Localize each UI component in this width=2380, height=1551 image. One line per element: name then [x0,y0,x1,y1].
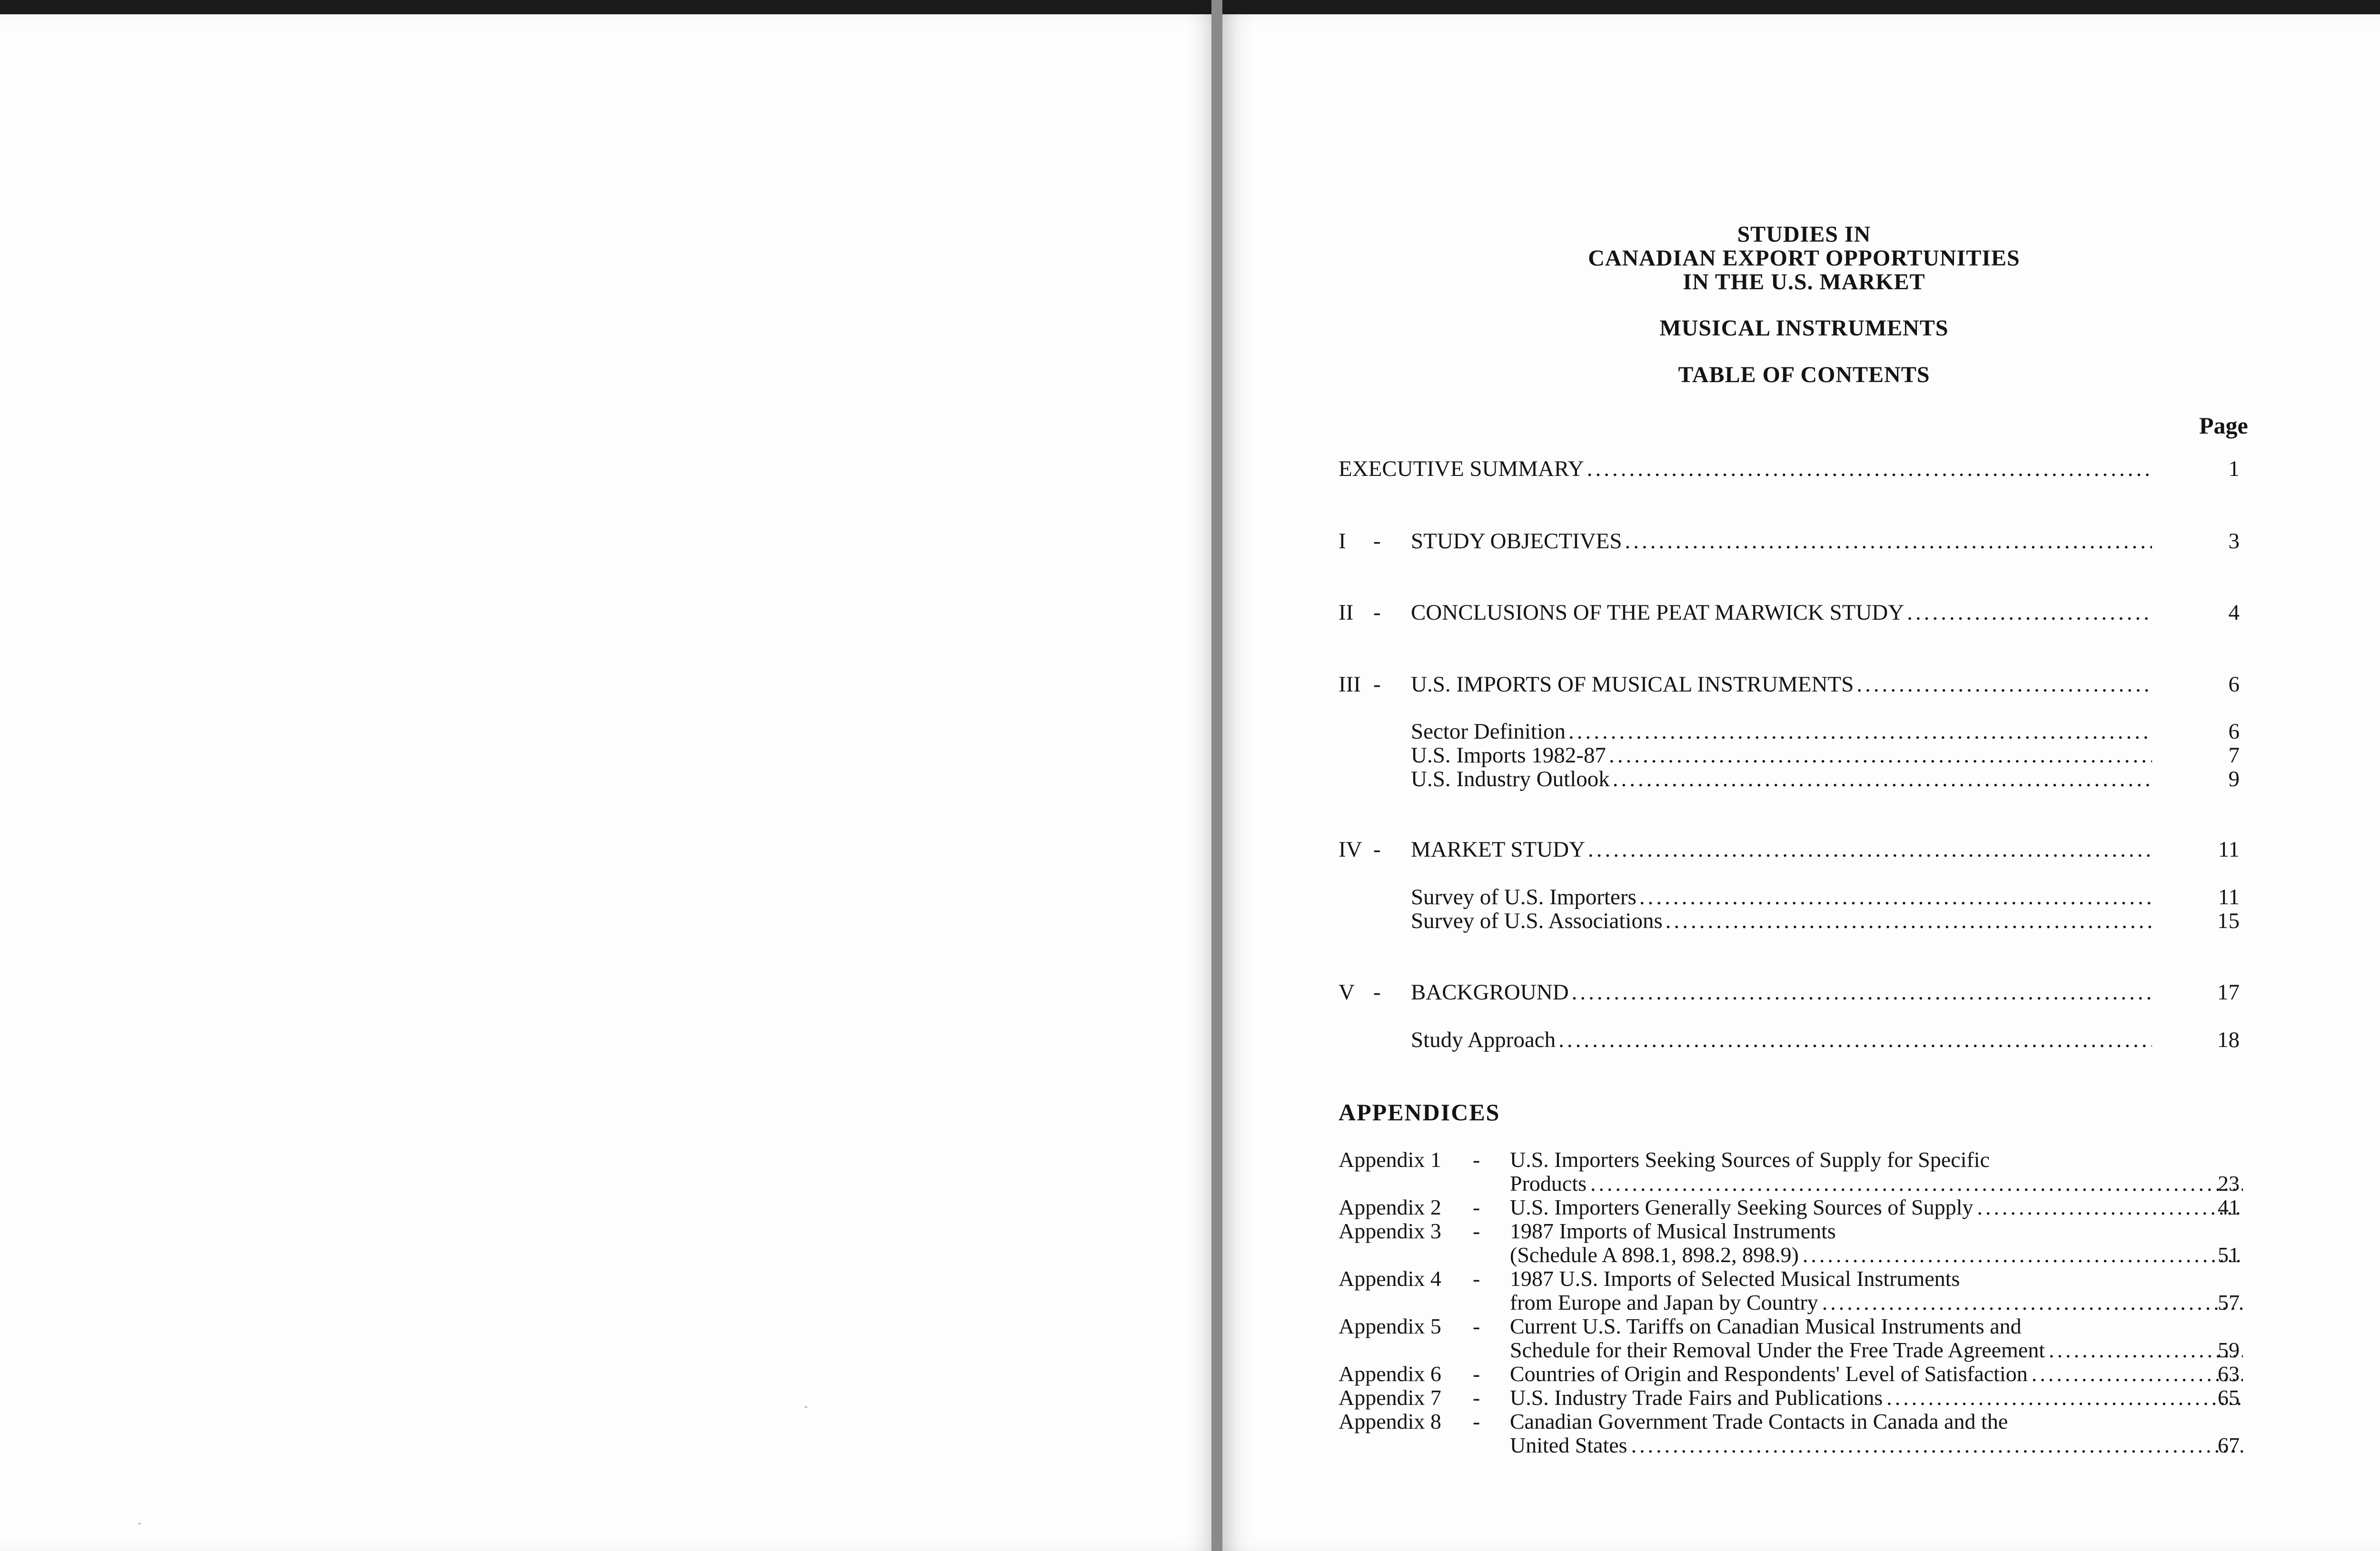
toc-entry [1411,909,2155,933]
subject-heading: MUSICAL INSTRUMENTS [1659,316,1949,341]
toc-entry [1339,457,2155,481]
toc-entry-page: 6 [2228,672,2240,697]
toc-entry-page: 1 [2228,456,2240,481]
toc-entry-page: 18 [2217,1027,2240,1052]
toc-entry-page: 3 [2228,529,2240,553]
appendix-entry [1510,1433,2247,1457]
dot-leader [1587,457,2152,481]
toc-entry-label: Sector Definition [1411,719,1566,744]
dot-leader [1886,1386,2243,1410]
dot-leader [1609,743,2152,767]
toc-entry [1411,980,2155,1004]
toc-entry [1411,885,2155,909]
appendix-title-line-2: Schedule for their Removal Under the Free Trade Agreement [1510,1338,2045,1362]
toc-entry-label: MARKET STUDY [1411,837,1586,862]
appendix-title-line-1: Canadian Government Trade Contacts in Canada and the [1510,1409,2008,1433]
toc-entry [1411,838,2155,861]
dot-leader [1558,1028,2152,1052]
appendix-page: 65 [2218,1385,2240,1410]
toc-entry-page: 11 [2218,837,2240,862]
title-line-3: IN THE U.S. MARKET [1683,269,1925,295]
toc-entry [1411,1028,2155,1052]
toc-entry-page: 6 [2228,719,2240,744]
toc-entry-label: U.S. IMPORTS OF MUSICAL INSTRUMENTS [1411,672,1854,697]
appendix-title: U.S. Importers Generally Seeking Sources of Supply [1510,1195,1973,1219]
appendix-dash: - [1473,1266,1480,1291]
toc-entry [1411,767,2155,791]
appendix-title-line-2: Products [1510,1171,1587,1195]
toc-entry [1411,720,2155,743]
appendix-title-line-1: 1987 U.S. Imports of Selected Musical Instruments [1510,1266,1960,1291]
appendix-number: Appendix 5 [1339,1314,1441,1338]
dot-leader [1907,601,2152,624]
appendix-number: Appendix 6 [1339,1362,1441,1386]
appendix-entry [1510,1338,2247,1362]
dot-leader [1666,909,2152,933]
toc-entry [1411,601,2155,624]
report-title [1304,223,2304,294]
dot-leader [1639,885,2152,909]
appendix-page: 63 [2218,1362,2240,1386]
title-line-2: CANADIAN EXPORT OPPORTUNITIES [1588,246,2020,271]
appendix-page: 59 [2218,1338,2240,1362]
book-gutter [1211,0,1222,1551]
appendix-number: Appendix 2 [1339,1195,1441,1219]
appendix-number: Appendix 4 [1339,1266,1441,1291]
appendix-page: 23 [2218,1171,2240,1195]
section-dash: - [1373,600,1381,625]
section-numeral: IV [1339,837,1362,862]
appendix-dash: - [1473,1219,1480,1243]
toc-heading [1304,363,2304,387]
dot-leader [1856,672,2152,696]
toc-entry-label: Survey of U.S. Importers [1411,885,1636,909]
toc-entry-label: EXECUTIVE SUMMARY [1339,456,1584,481]
dot-leader [1590,1172,2243,1195]
dot-leader [1572,980,2152,1004]
section-numeral: II [1339,600,1354,625]
appendix-entry [1510,1291,2247,1314]
section-numeral: V [1339,980,1355,1005]
appendix-dash: - [1473,1409,1480,1433]
appendix-number: Appendix 1 [1339,1147,1441,1172]
appendix-page: 57 [2218,1290,2240,1314]
section-numeral: I [1339,529,1346,553]
appendix-page: 41 [2218,1195,2240,1219]
appendix-number: Appendix 8 [1339,1409,1441,1433]
paper-speck [138,1523,141,1524]
toc-entry-label: Study Approach [1411,1027,1556,1052]
section-dash: - [1373,837,1381,862]
appendix-entry [1510,1362,2247,1386]
appendix-page: 51 [2218,1243,2240,1267]
toc-entry-page: 9 [2228,767,2240,791]
dot-leader [1631,1433,2243,1457]
appendix-title-line-1: U.S. Importers Seeking Sources of Supply for Specific [1510,1147,1990,1172]
appendix-entry [1510,1195,2247,1219]
appendix-number: Appendix 7 [1339,1385,1441,1410]
paper-speck [804,1406,807,1408]
toc-entry [1411,743,2155,767]
dot-leader [1822,1291,2243,1314]
appendix-title-line-2: from Europe and Japan by Country [1510,1290,1818,1314]
toc-entry-page: 11 [2218,885,2240,909]
toc-entry [1411,672,2155,696]
section-dash: - [1373,529,1381,553]
dot-leader [1588,838,2152,861]
toc-entry-page: 4 [2228,600,2240,625]
appendix-dash: - [1473,1385,1480,1410]
appendix-title: Countries of Origin and Respondents' Level of Satisfaction [1510,1362,2028,1386]
appendix-dash: - [1473,1362,1480,1386]
toc-entry-label: U.S. Industry Outlook [1411,767,1610,791]
toc-entry [1411,529,2155,553]
toc-entry-label: BACKGROUND [1411,980,1569,1005]
title-line-1: STUDIES IN [1737,222,1871,247]
appendix-dash: - [1473,1147,1480,1172]
appendix-title-line-2: United States [1510,1433,1627,1457]
dot-leader [1568,720,2152,743]
toc-heading-text: TABLE OF CONTENTS [1678,362,1930,387]
appendix-dash: - [1473,1195,1480,1219]
page-column-label: Page [2199,412,2248,439]
appendix-entry [1510,1386,2247,1410]
dot-leader [1613,767,2152,791]
report-subject [1304,316,2304,340]
appendix-entry [1510,1172,2247,1195]
appendix-title: U.S. Industry Trade Fairs and Publications [1510,1385,1883,1410]
section-dash: - [1373,672,1381,697]
toc-entry-label: CONCLUSIONS OF THE PEAT MARWICK STUDY [1411,600,1904,625]
toc-entry-label: Survey of U.S. Associations [1411,909,1663,933]
appendix-title-line-2: (Schedule A 898.1, 898.2, 898.9) [1510,1243,1799,1267]
toc-entry-label: STUDY OBJECTIVES [1411,529,1622,553]
toc-entry-page: 15 [2217,909,2240,933]
appendix-entry [1510,1243,2247,1267]
appendix-title-line-1: 1987 Imports of Musical Instruments [1510,1219,1836,1243]
appendix-number: Appendix 3 [1339,1219,1441,1243]
appendices-heading: APPENDICES [1339,1099,1500,1126]
dot-leader [1625,529,2152,553]
section-numeral: III [1339,672,1361,697]
left-blank-page [0,14,1211,1551]
appendix-title-line-1: Current U.S. Tariffs on Canadian Musical Instruments and [1510,1314,2022,1338]
dot-leader [1803,1243,2243,1267]
toc-entry-page: 7 [2228,743,2240,768]
toc-entry-label: U.S. Imports 1982-87 [1411,743,1606,768]
appendix-page: 67 [2218,1433,2240,1457]
toc-entry-page: 17 [2217,980,2240,1005]
appendix-dash: - [1473,1314,1480,1338]
section-dash: - [1373,980,1381,1005]
